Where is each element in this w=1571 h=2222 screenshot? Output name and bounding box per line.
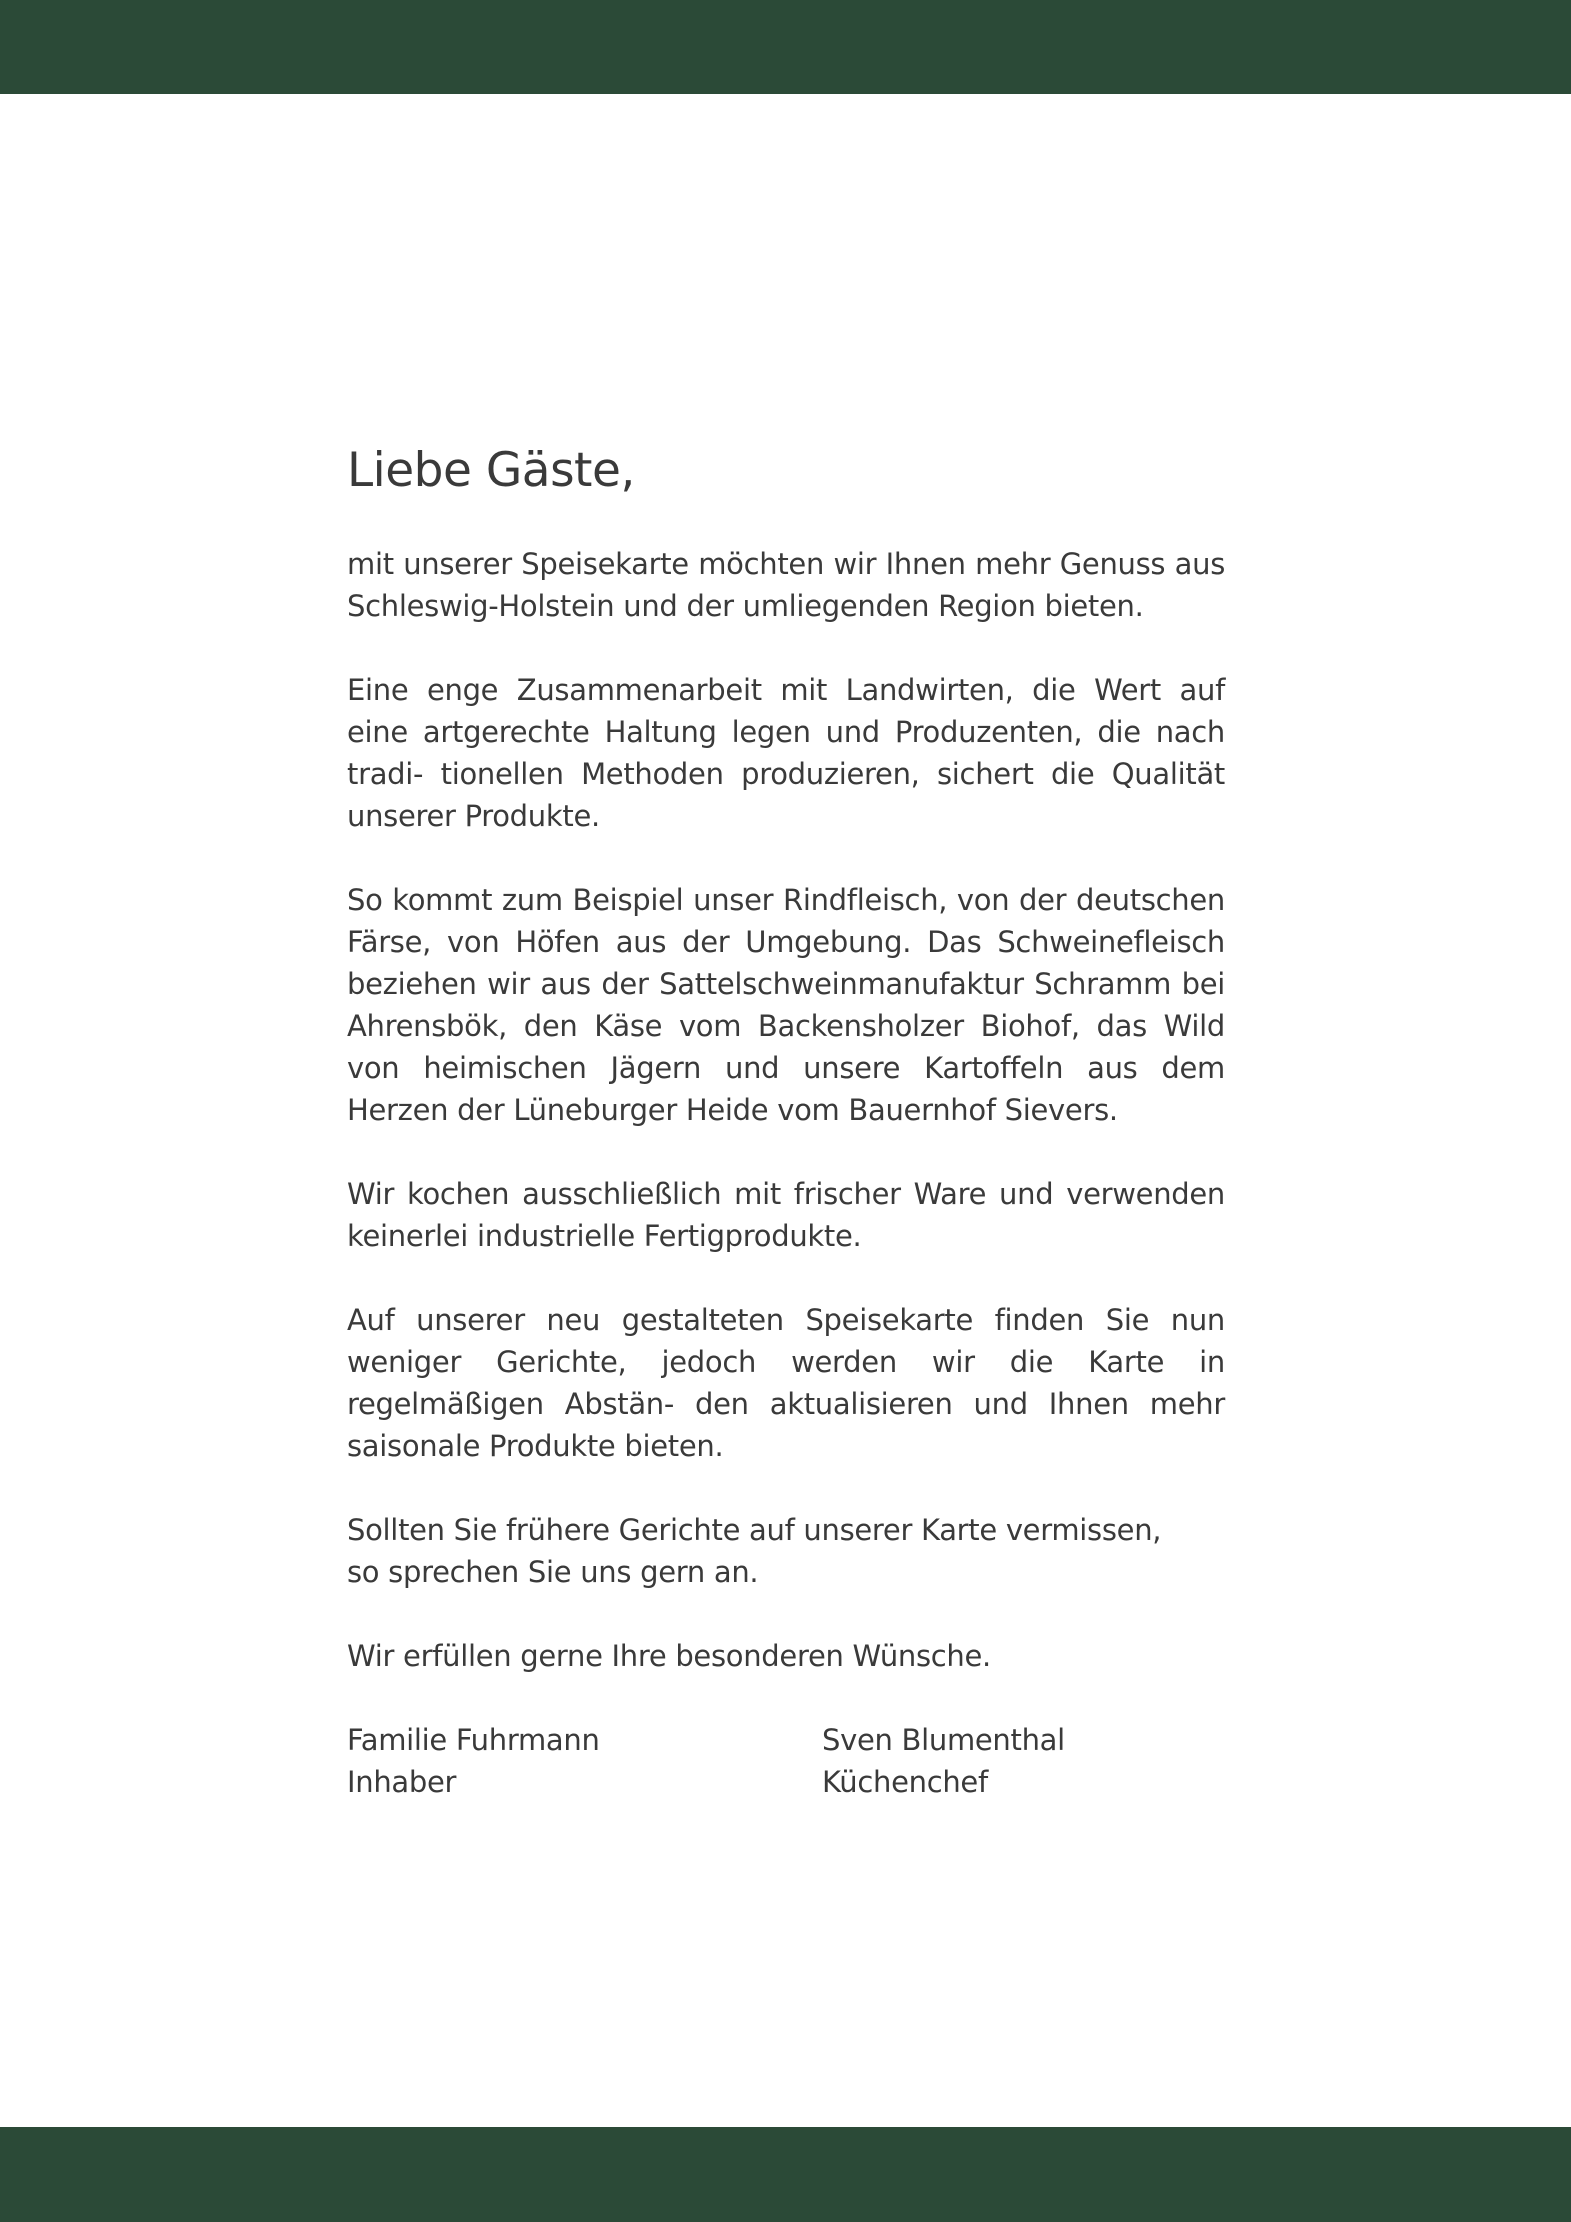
greeting: Liebe Gäste, <box>347 443 635 498</box>
header-band <box>0 0 1571 94</box>
paragraph-new-menu: Auf unserer neu gestalteten Speisekarte finden Sie nun weniger Gerichte, jedoch werden wir die Karte in regelmäßigen Abstän- den aktualisieren und Ihnen mehr saisonale Produkte bieten. <box>347 1303 1225 1463</box>
paragraph-missing-dishes-line-2: so sprechen Sie uns gern an. <box>347 1555 759 1589</box>
signatures <box>347 1719 1225 1803</box>
paragraph-missing-dishes-line-1: Sollten Sie frühere Gerichte auf unserer Karte vermissen, <box>347 1513 1162 1547</box>
footer-band <box>0 2127 1571 2222</box>
letter <box>347 440 1225 1803</box>
signature-owner-role: Inhaber <box>347 1765 457 1799</box>
paragraph-missing-dishes <box>347 1509 1225 1593</box>
signature-chef-role: Küchenchef <box>822 1765 988 1799</box>
paragraph-fresh-produce: Wir kochen ausschließlich mit frischer Ware und verwenden keinerlei industrielle Fertigprodukte. <box>347 1177 1225 1253</box>
paragraph-wishes: Wir erfüllen gerne Ihre besonderen Wünsche. <box>347 1639 991 1673</box>
signature-owner-name: Familie Fuhrmann <box>347 1723 600 1757</box>
signature-owner <box>347 1719 822 1803</box>
paragraph-partners: Eine enge Zusammenarbeit mit Landwirten, die Wert auf eine artgerechte Haltung legen und Produzenten, die nach tradi- tionellen Methoden produzieren, sichert die Qualität unserer Produkte. <box>347 673 1225 833</box>
signature-chef <box>822 1719 1225 1803</box>
paragraph-suppliers: So kommt zum Beispiel unser Rindfleisch, von der deutschen Färse, von Höfen aus der Umgebung. Das Schweinefleisch beziehen wir aus der Sattelschweinmanufaktur Schramm bei Ahrensbök, den Käse vom Backensholzer Biohof, das Wild von heimischen Jägern und unsere Kartoffeln aus dem Herzen der Lüneburger Heide vom Bauernhof Sievers. <box>347 883 1225 1127</box>
signature-chef-name: Sven Blumenthal <box>822 1723 1065 1757</box>
paragraph-intro: mit unserer Speisekarte möchten wir Ihnen mehr Genuss aus Schleswig-Holstein und der umliegenden Region bieten. <box>347 547 1225 623</box>
